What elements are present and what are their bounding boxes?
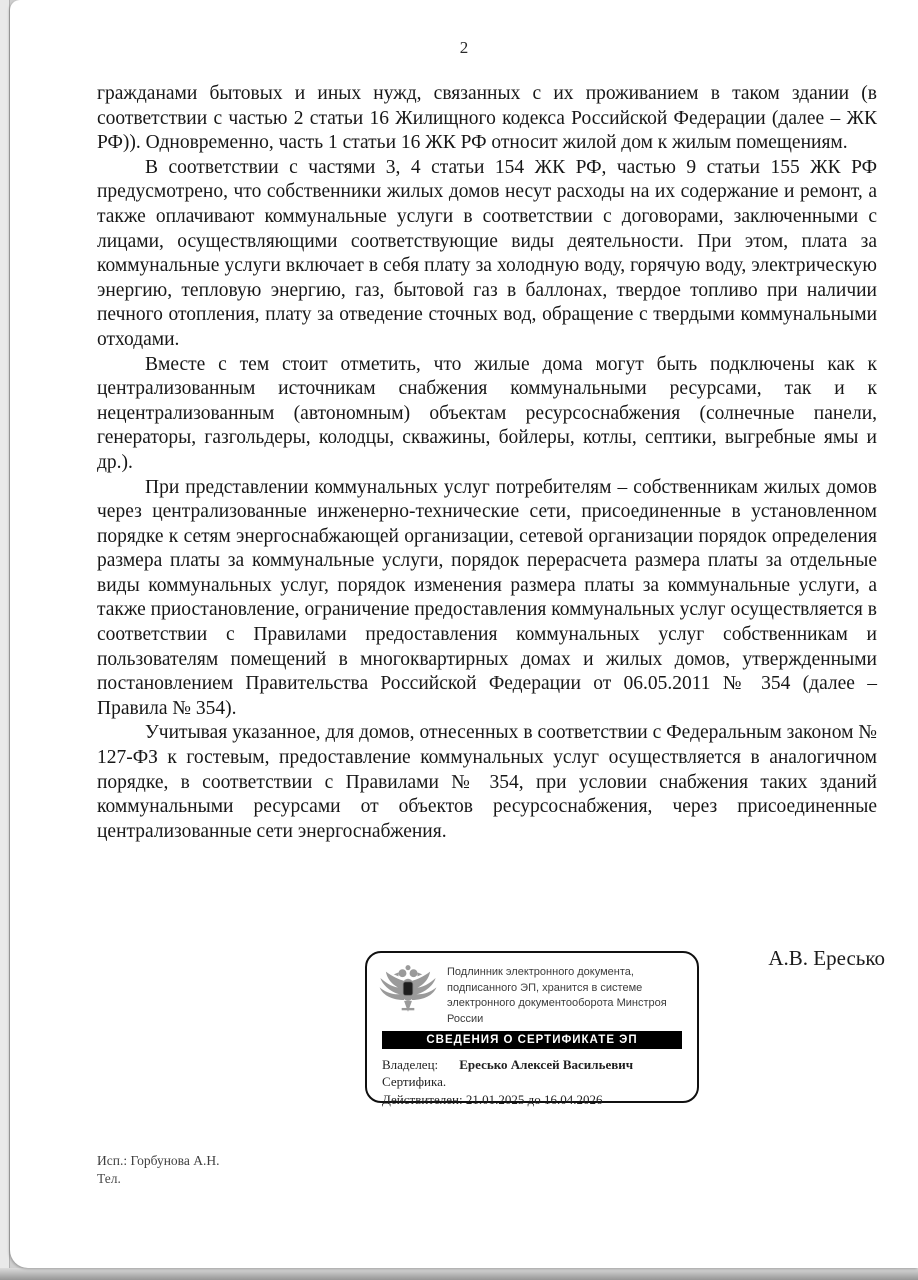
minstroy-double-eagle-icon: [378, 961, 438, 1017]
scan-left-edge: [0, 0, 10, 1280]
stamp-certificate-label: Сертифика.: [382, 1074, 447, 1090]
stamp-owner-label: Владелец:: [382, 1056, 439, 1072]
stamp-origin-text: Подлинник электронного документа, подписанного ЭП, хранится в системе электронного документооборота Минстроя России: [447, 966, 667, 1025]
esignature-stamp: [365, 951, 699, 1107]
signatory-name: А.В. Ересько: [768, 946, 885, 970]
page-number: 2: [459, 38, 469, 57]
stamp-owner-row: [382, 1056, 686, 1074]
stamp-certificate-row: [382, 1073, 686, 1091]
document-page: [10, 0, 918, 1268]
paragraph: гражданами бытовых и иных нужд, связанных с их проживанием в таком здании (в соответствии с частью 2 статьи 16 Жилищного кодекса Российской Федерации (далее – ЖК РФ)). Одновременно, часть 1 статьи 16 ЖК РФ относит жилой дом к жилым помещениям.: [97, 83, 877, 154]
paragraph: Учитывая указанное, для домов, отнесенных в соответствии с Федеральным законом № 127-ФЗ к гостевым, предоставление коммунальных услуг осуществляется в аналогичном порядке, в соответствии с Правилами № 354, при условии снабжения таких зданий коммунальными ресурсами от объектов ресурсоснабжения, через присоединенные централизованные сети энергоснабжения.: [97, 722, 877, 842]
stamp-validity-text: Действителен: 21.01.2025 до 16.04.2026: [382, 1091, 603, 1107]
paragraph: Вместе с тем стоит отметить, что жилые дома могут быть подключены как к централизованным источникам снабжения коммунальными ресурсами, так и к нецентрализованным (автономным) объектам ресурсоснабжения (солнечные панели, генераторы, газгольдеры, колодцы, скважины, бойлеры, котлы, септики, выгребные ямы и др.).: [97, 353, 877, 473]
paragraph: В соответствии с частями 3, 4 статьи 154 ЖК РФ, частью 9 статьи 155 ЖК РФ предусмотрено, что собственники жилых домов несут расходы на их содержание и ремонт, а также оплачивают коммунальные услуги в соответствии с договорами, заключенными с лицами, осуществляющими соответствующие виды деятельности. При этом, плата за коммунальные услуги включает в себя плату за холодную воду, горячую воду, электрическую энергию, тепловую энергию, газ, бытовой газ в баллонах, твердое топливо при наличии печного отопления, плату за отведение сточных вод, обращение с твердыми коммунальными отходами.: [97, 156, 877, 350]
stamp-certificate-details: [382, 1056, 686, 1109]
executor-block: [97, 1152, 219, 1188]
stamp-header: [378, 961, 686, 1027]
phone-line: Тел.: [97, 1171, 121, 1186]
scan-bottom-edge: [0, 1268, 918, 1280]
paragraph: При представлении коммунальных услуг потребителям – собственникам жилых домов через централизованные инженерно-технические сети, присоединенные в установленном порядке к сетям энергоснабжающей организации, сетевой организации порядок определения размера платы за коммунальные услуги, порядок перерасчета размера платы за отдельные виды коммунальных услуг, порядок изменения размера платы за коммунальные услуги, а также приостановление, ограничение предоставления коммунальных услуг осуществляется в соответствии с Правилами предоставления коммунальных услуг собственникам и пользователям помещений в многоквартирных домах и жилых домов, утвержденными постановлением Правительства Российской Федерации от 06.05.2011 № 354 (далее – Правила № 354).: [97, 476, 877, 719]
executor-line: Исп.: Горбунова А.Н.: [97, 1153, 220, 1168]
stamp-validity-row: [382, 1091, 686, 1109]
stamp-owner-name: Ересько Алексей Васильевич: [459, 1056, 634, 1072]
stamp-banner-title: СВЕДЕНИЯ О СЕРТИФИКАТЕ ЭП: [382, 1031, 682, 1049]
document-body: [97, 82, 877, 844]
